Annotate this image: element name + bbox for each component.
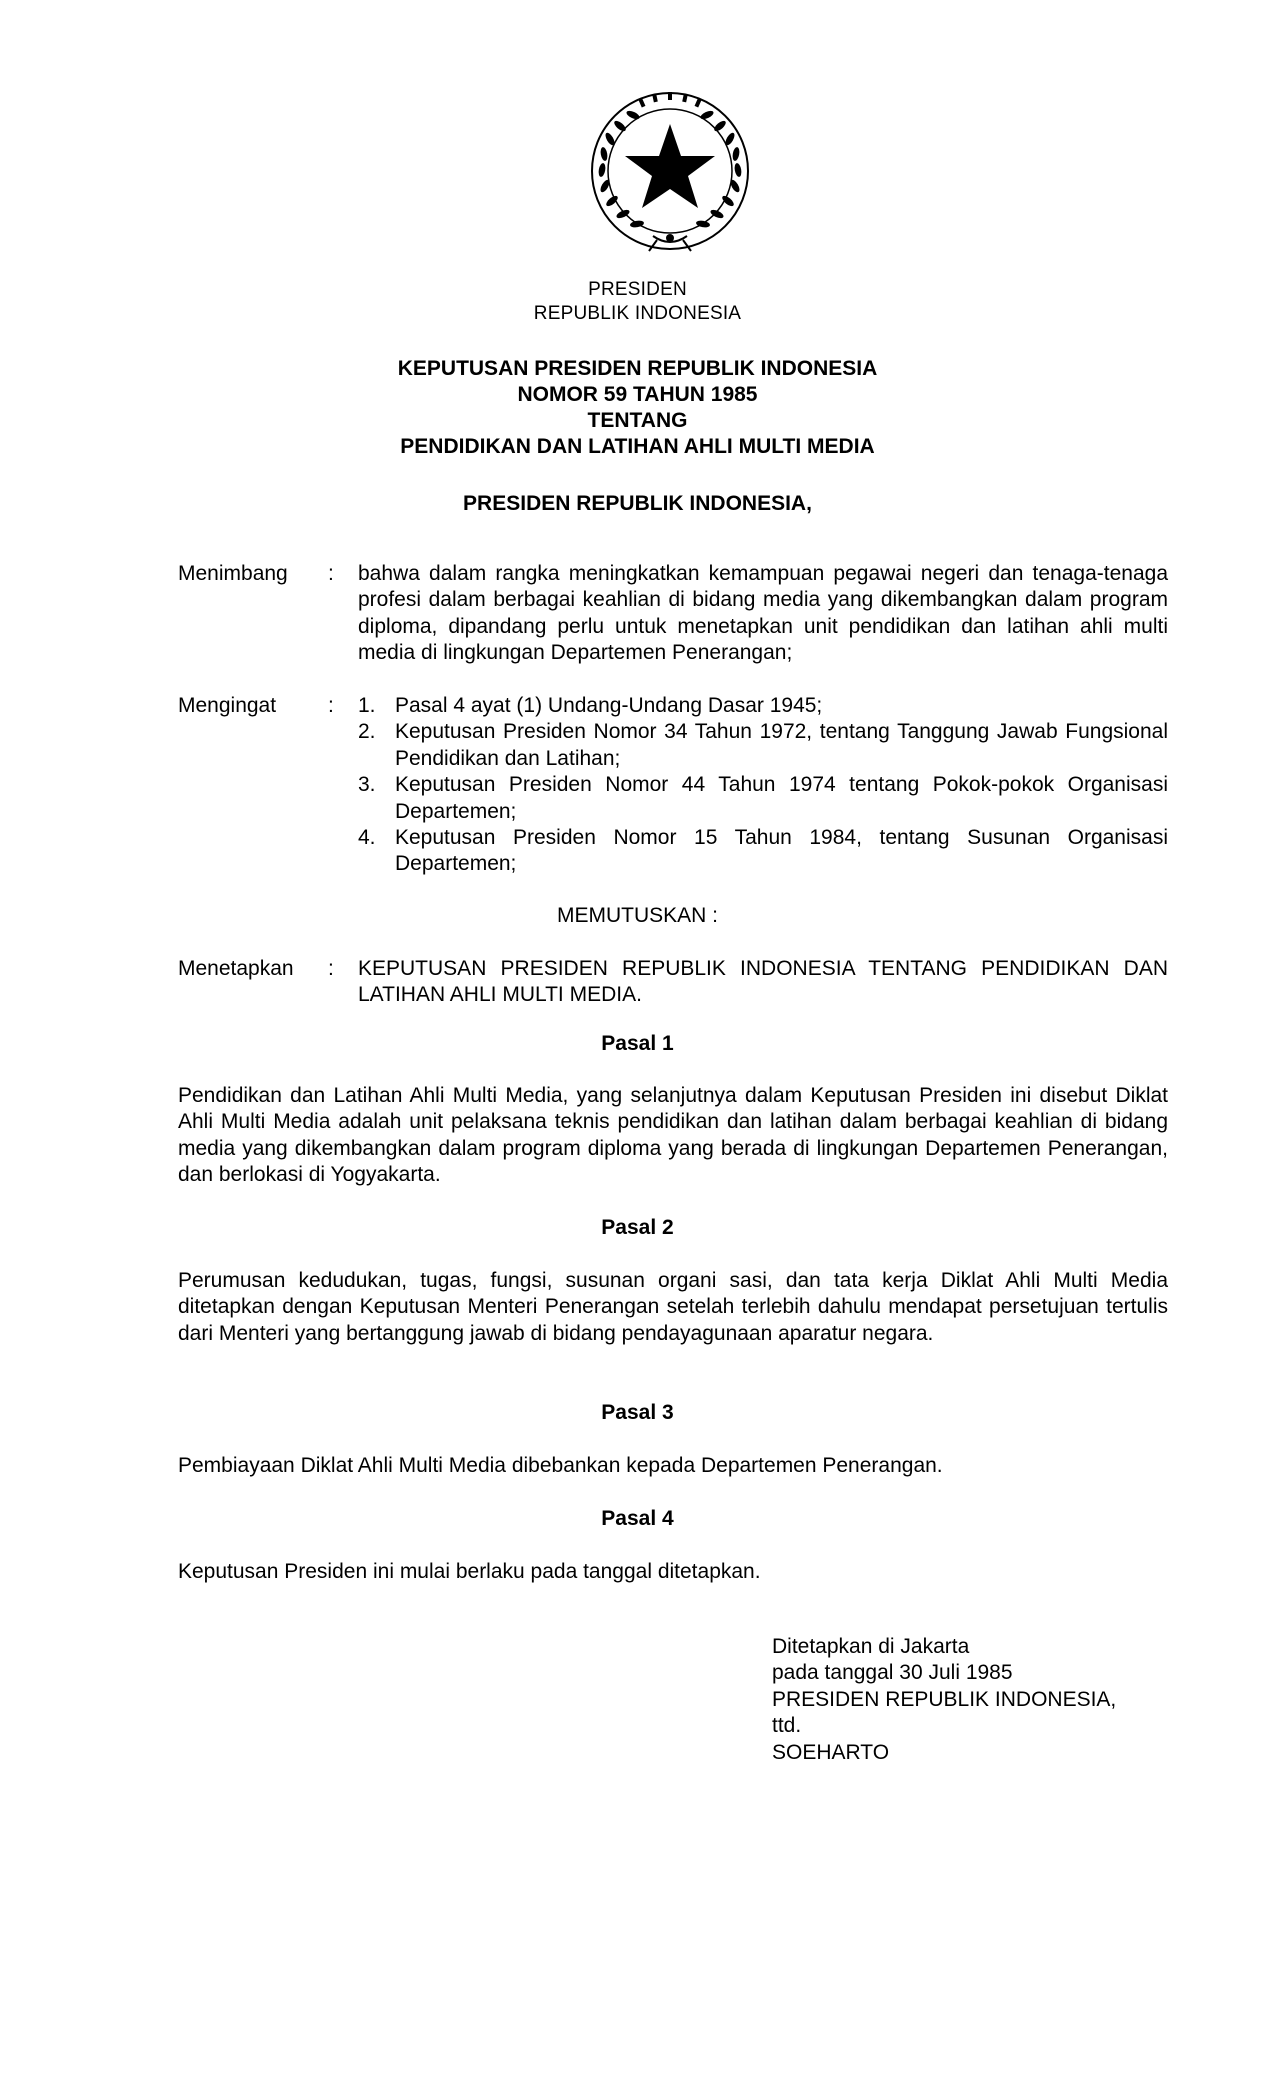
list-item-number: 3. — [358, 773, 376, 797]
list-item — [358, 693, 1168, 719]
memutuskan-heading: MEMUTUSKAN : — [556, 904, 718, 927]
list-item-number: 4. — [358, 826, 376, 850]
pasal-3-text: Pembiayaan Diklat Ahli Multi Media dibebankan kepada Departemen Penerangan. — [178, 1454, 943, 1477]
list-item-number: 2. — [358, 720, 376, 744]
president-heading: PRESIDEN REPUBLIK INDONESIA, — [463, 492, 812, 515]
title-line2: NOMOR 59 TAHUN 1985 — [517, 383, 758, 406]
menetapkan-section — [178, 956, 1168, 1012]
mengingat-section — [178, 693, 1168, 883]
title-line3: TENTANG — [587, 409, 688, 432]
list-item-number: 1. — [358, 694, 376, 717]
pasal-2-text: Perumusan kedudukan, tugas, fungsi, susunan organi sasi, dan tata kerja Diklat Ahli Multi Media ditetapkan dengan Keputusan Menteri Penerangan setelah terlebih dahulu mendapat persetujuan tertulis dari Menteri yang bertanggung jawab di bidang pendayagunaan aparatur negara. — [178, 1269, 1168, 1345]
signature-office: PRESIDEN REPUBLIK INDONESIA, — [772, 1687, 1117, 1711]
signature-place: Ditetapkan di Jakarta — [772, 1635, 970, 1658]
pasal-3-heading: Pasal 3 — [601, 1401, 674, 1424]
signature-block — [772, 1634, 1192, 1766]
menimbang-colon: : — [328, 562, 334, 585]
letterhead-line1: PRESIDEN — [588, 279, 687, 300]
menimbang-section — [178, 561, 1168, 671]
pasal-1-heading: Pasal 1 — [601, 1032, 674, 1055]
list-item-text: Keputusan Presiden Nomor 15 Tahun 1984, tentang Susunan Organisasi Departemen; — [395, 826, 1168, 876]
pasal-1-text: Pendidikan dan Latihan Ahli Multi Media, yang selanjutnya dalam Keputusan Presiden ini disebut Diklat Ahli Multi Media adalah unit pelaksana teknis pendidikan dan latihan dalam berbagai keahlian di bidang media yang dikembangkan dalam program diploma yang berada di lingkungan Departemen Penerangan, dan berlokasi di Yogyakarta. — [178, 1084, 1168, 1187]
mengingat-label: Mengingat — [178, 694, 277, 717]
list-item-text: Keputusan Presiden Nomor 44 Tahun 1974 tentang Pokok-pokok Organisasi Departemen; — [395, 773, 1168, 823]
menimbang-label: Menimbang — [178, 562, 288, 585]
presidential-emblem-icon — [585, 86, 755, 256]
list-item-text: Pasal 4 ayat (1) Undang-Undang Dasar 1945; — [395, 694, 823, 717]
list-item — [358, 719, 1168, 772]
list-item — [358, 825, 1168, 878]
mengingat-colon: : — [328, 694, 334, 717]
menetapkan-colon: : — [328, 957, 334, 980]
document-title — [0, 356, 1275, 460]
title-line1: KEPUTUSAN PRESIDEN REPUBLIK INDONESIA — [397, 357, 878, 380]
mengingat-list — [358, 693, 1168, 878]
letterhead — [0, 278, 1275, 326]
menetapkan-label: Menetapkan — [178, 957, 294, 980]
pasal-4-text: Keputusan Presiden ini mulai berlaku pada tanggal ditetapkan. — [178, 1560, 761, 1583]
pasal-4-heading: Pasal 4 — [601, 1507, 674, 1530]
menetapkan-text: KEPUTUSAN PRESIDEN REPUBLIK INDONESIA TENTANG PENDIDIKAN DAN LATIHAN AHLI MULTI MEDIA. — [358, 957, 1168, 1007]
list-item — [358, 772, 1168, 825]
title-line4: PENDIDIKAN DAN LATIHAN AHLI MULTI MEDIA — [400, 435, 875, 458]
signature-name: SOEHARTO — [772, 1740, 890, 1764]
letterhead-line2: REPUBLIK INDONESIA — [533, 303, 742, 324]
pasal-2-heading: Pasal 2 — [601, 1216, 674, 1239]
menimbang-text: bahwa dalam rangka meningkatkan kemampuan pegawai negeri dan tenaga-tenaga profesi dalam berbagai keahlian di bidang media yang dikembangkan dalam program diploma, dipandang perlu untuk menetapkan unit pendidikan dan latihan ahli multi media di lingkungan Departemen Penerangan; — [358, 562, 1168, 665]
list-item-text: Keputusan Presiden Nomor 34 Tahun 1972, tentang Tanggung Jawab Fungsional Pendidikan dan Latihan; — [395, 720, 1168, 770]
signature-date: pada tanggal 30 Juli 1985 — [772, 1661, 1013, 1685]
signature-ttd: ttd. — [772, 1714, 802, 1738]
